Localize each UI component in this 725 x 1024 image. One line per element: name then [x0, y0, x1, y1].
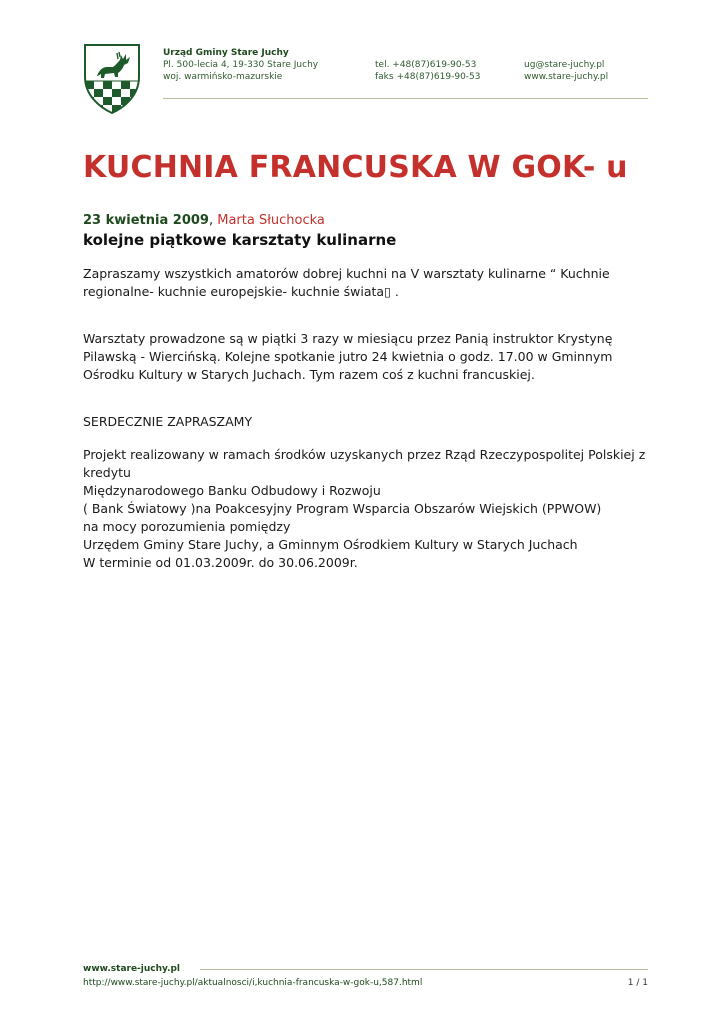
paragraph-line: Warsztaty prowadzone są w piątki 3 razy w miesiącu przez Panią instruktor Krystynę — [83, 331, 613, 346]
article-author: Marta Słuchocka — [217, 213, 325, 228]
article-paragraph-greeting — [83, 413, 643, 431]
paragraph-line: regionalne- kuchnie europejskie- kuchnie świata▯ . — [83, 284, 399, 299]
paragraph-line: ( Bank Światowy )na Poakcesyjny Program Wsparcia Obszarów Wiejskich (PPWOW) — [83, 501, 602, 516]
article-paragraph-details — [83, 330, 643, 384]
header-divider — [163, 98, 648, 99]
org-contact-address — [163, 47, 318, 83]
org-contact-phone — [375, 59, 481, 83]
footer-divider — [200, 969, 648, 970]
footer-site-link[interactable]: www.stare-juchy.pl — [83, 964, 181, 974]
paragraph-line: na mocy porozumienia pomiędzy — [83, 519, 291, 534]
org-phone: tel. +48(87)619-90-53 — [375, 60, 477, 70]
org-address-line1: Pl. 500-lecia 4, 19-330 Stare Juchy — [163, 60, 319, 70]
paragraph-line: Ośrodku Kultury w Starych Juchach. Tym razem coś z kuchni francuskiej. — [83, 367, 535, 382]
article-paragraph-funding — [83, 446, 646, 572]
footer-page-number: 1 / 1 — [627, 978, 648, 988]
article-title: KUCHNIA FRANCUSKA W GOK- u — [83, 150, 628, 185]
article-meta — [83, 212, 325, 229]
org-email[interactable]: ug@stare-juchy.pl — [524, 60, 605, 70]
org-address-line2: woj. warmińsko-mazurskie — [163, 72, 283, 82]
paragraph-line: Pilawską - Wiercińską. Kolejne spotkanie jutro 24 kwietnia o godz. 17.00 w Gminnym — [83, 349, 613, 364]
paragraph-line: SERDECZNIE ZAPRASZAMY — [83, 414, 253, 429]
paragraph-line: Projekt realizowany w ramach środków uzyskanych przez Rząd Rzeczypospolitej Polskiej z — [83, 447, 646, 462]
meta-separator: , — [208, 213, 214, 228]
article-subtitle: kolejne piątkowe karsztaty kulinarne — [83, 231, 397, 249]
article-paragraph-invitation — [83, 265, 643, 301]
paragraph-line: Zapraszamy wszystkich amatorów dobrej kuchni na V warsztaty kulinarne “ Kuchnie — [83, 266, 610, 281]
article-date: 23 kwietnia 2009 — [83, 213, 209, 228]
org-name: Urząd Gminy Stare Juchy — [163, 48, 289, 58]
footer-page-url[interactable]: http://www.stare-juchy.pl/aktualnosci/i,kuchnia-francuska-w-gok-u,587.html — [83, 978, 423, 988]
paragraph-line: Międzynarodowego Banku Odbudowy i Rozwoju — [83, 483, 381, 498]
paragraph-line: kredytu — [83, 465, 131, 480]
paragraph-line: W terminie od 01.03.2009r. do 30.06.2009r. — [83, 555, 358, 570]
org-contact-web — [524, 59, 608, 83]
org-fax: faks +48(87)619-90-53 — [375, 72, 481, 82]
coat-of-arms-icon — [83, 43, 141, 115]
org-website[interactable]: www.stare-juchy.pl — [524, 72, 609, 82]
paragraph-line: Urzędem Gminy Stare Juchy, a Gminnym Ośrodkiem Kultury w Starych Juchach — [83, 537, 578, 552]
